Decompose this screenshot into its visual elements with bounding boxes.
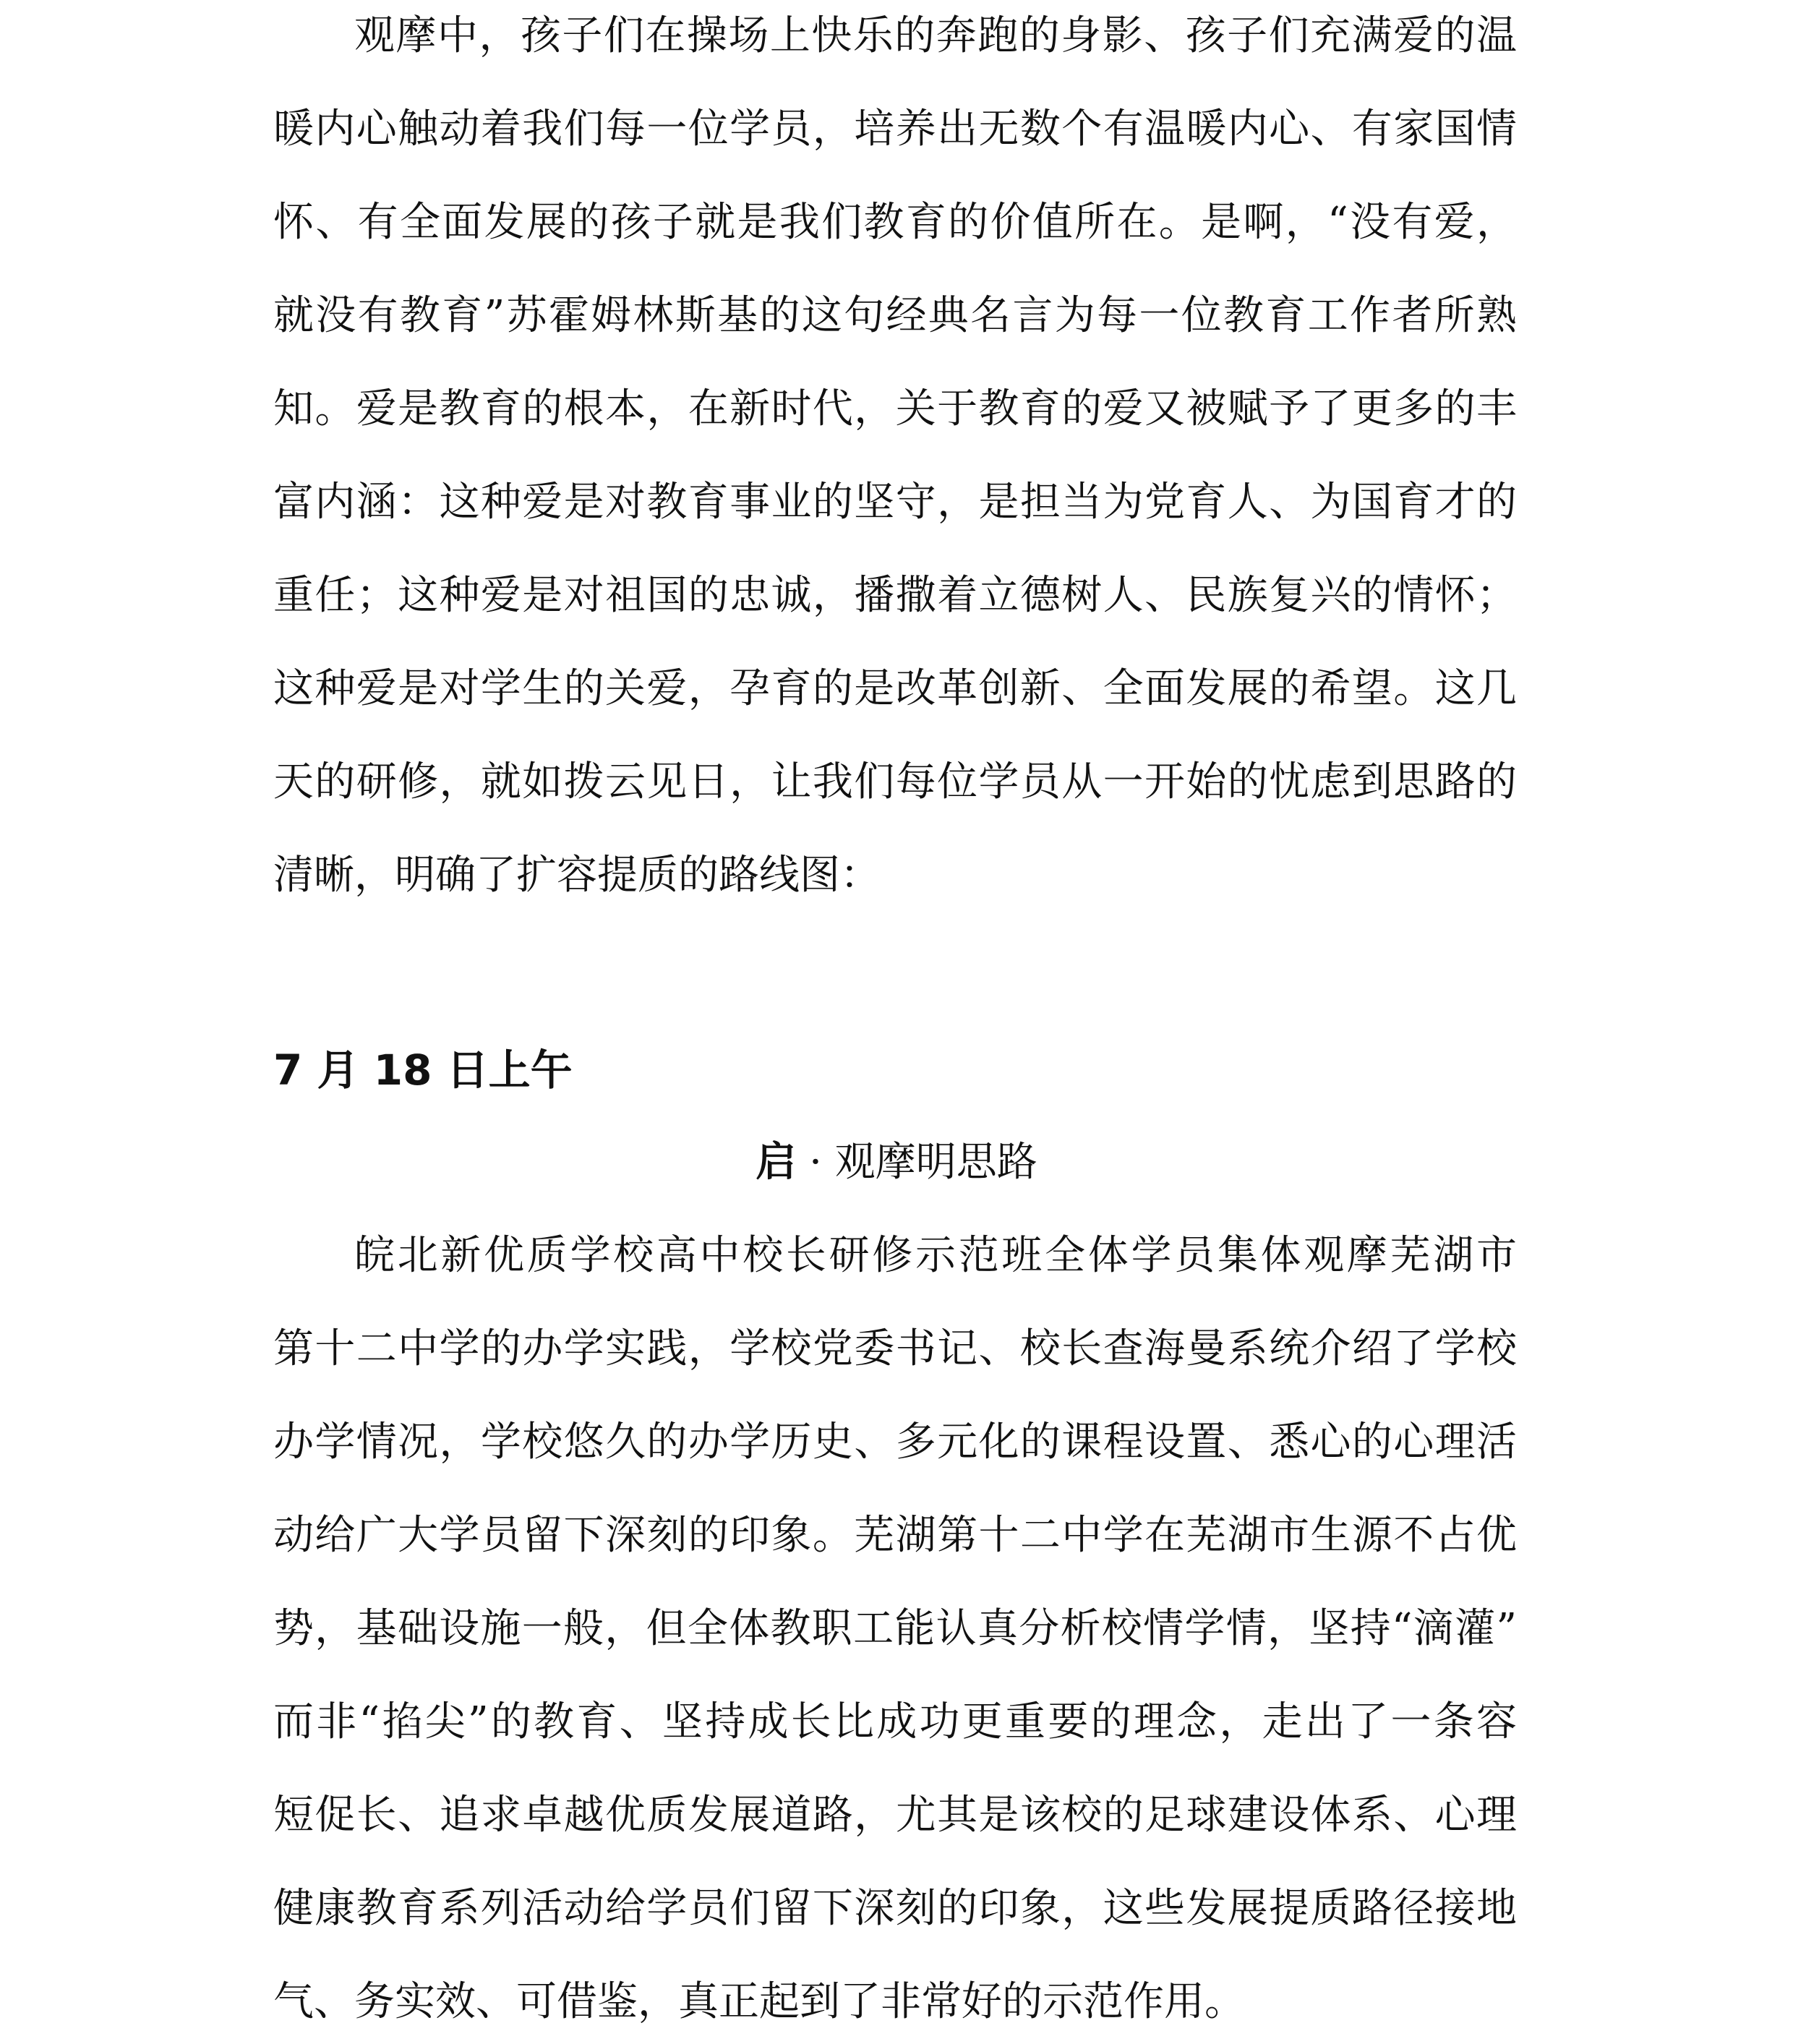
paragraph-line: 清晰，明确了扩容提质的路线图： [273,852,881,899]
date-heading: 7 月 18 日上午 [273,1045,573,1095]
paragraph-line: 怀、有全面发展的孩子就是我们教育的价值所在。是啊，“没有爱， [273,199,1517,246]
paragraph-line: 办学情况，学校悠久的办学历史、多元化的课程设置、悉心的心理活 [273,1419,1517,1466]
paragraph-line: 皖北新优质学校高中校长研修示范班全体学员集体观摩芜湖市 [354,1232,1517,1279]
paragraph-line: 暖内心触动着我们每一位学员，培养出无数个有温暖内心、有家国情 [273,106,1517,153]
paragraph-line: 知。爱是教育的根本，在新时代，关于教育的爱又被赋予了更多的丰 [273,385,1517,432]
section-title-text: 观摩明思路 [834,1139,1037,1186]
paragraph-line: 富内涵：这种爱是对教育事业的坚守，是担当为党育人、为国育才的 [273,479,1517,526]
section-title [0,1134,1793,1192]
paragraph-line: 就没有教育”苏霍姆林斯基的这句经典名言为每一位教育工作者所熟 [273,292,1517,339]
paragraph-line: 第十二中学的办学实践，学校党委书记、校长查海曼系统介绍了学校 [273,1325,1517,1372]
paragraph-line: 动给广大学员留下深刻的印象。芜湖第十二中学在芜湖市生源不占优 [273,1512,1517,1559]
paragraph-line: 这种爱是对学生的关爱，孕育的是改革创新、全面发展的希望。这几 [273,665,1517,712]
paragraph-line: 而非“掐尖”的教育、坚持成长比成功更重要的理念，走出了一条容 [273,1698,1517,1745]
paragraph-line: 气、务实效、可借鉴，真正起到了非常好的示范作用。 [273,1978,1245,2025]
paragraph-line: 健康教育系列活动给学员们留下深刻的印象，这些发展提质路径接地 [273,1885,1517,1932]
paragraph-line: 短促长、追求卓越优质发展道路，尤其是该校的足球建设体系、心理 [273,1792,1517,1839]
paragraph-line: 重任；这种爱是对祖国的忠诚，播撒着立德树人、民族复兴的情怀； [273,572,1517,619]
paragraph-line: 势，基础设施一般，但全体教职工能认真分析校情学情，坚持“滴灌” [273,1605,1517,1652]
section-title-separator: · [809,1139,822,1186]
paragraph-line: 观摩中，孩子们在操场上快乐的奔跑的身影、孩子们充满爱的温 [354,12,1517,59]
section-title-bold: 启 [756,1139,797,1186]
paragraph-line: 天的研修，就如拨云见日，让我们每位学员从一开始的忧虑到思路的 [273,758,1517,805]
